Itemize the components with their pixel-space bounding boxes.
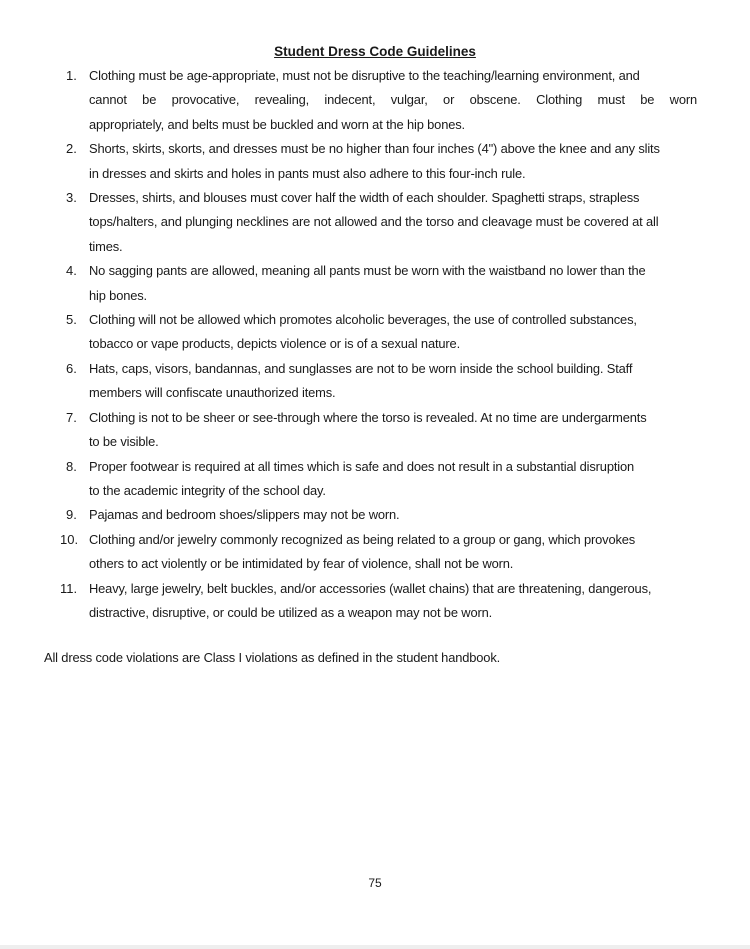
list-item bbox=[0, 64, 750, 137]
list-item-number: 1. bbox=[66, 68, 77, 83]
list-item bbox=[0, 186, 750, 259]
list-item-text-line: to the academic integrity of the school day. bbox=[89, 482, 326, 498]
list-item-text-line: Hats, caps, visors, bandannas, and sunglasses are not to be worn inside the school building. Staff bbox=[89, 360, 633, 376]
list-item-number: 9. bbox=[66, 507, 77, 523]
list-item-text-line: members will confiscate unauthorized items. bbox=[89, 385, 336, 401]
list-item-number: 3. bbox=[66, 190, 77, 206]
list-item-text-line: others to act violently or be intimidated by fear of violence, shall not be worn. bbox=[89, 556, 514, 572]
list-item-text-line: Clothing must be age-appropriate, must not be disruptive to the teaching/learning environment, and bbox=[89, 68, 640, 83]
list-item bbox=[0, 577, 750, 626]
list-item-number: 4. bbox=[66, 263, 77, 279]
list-item bbox=[0, 357, 750, 406]
list-item-text-line: times. bbox=[89, 238, 123, 254]
list-item bbox=[0, 308, 750, 357]
list-item-text-line: Pajamas and bedroom shoes/slippers may not be worn. bbox=[89, 507, 400, 523]
footer-note: All dress code violations are Class I violations as defined in the student handbook. bbox=[44, 650, 501, 665]
list-item-text-line: in dresses and skirts and holes in pants must also adhere to this four-inch rule. bbox=[89, 165, 526, 181]
list-item bbox=[0, 528, 750, 577]
list-item-text-line: Clothing is not to be sheer or see-through where the torso is revealed. At no time are undergarments bbox=[89, 409, 647, 425]
guidelines-list bbox=[0, 64, 750, 625]
list-item-text-line: Proper footwear is required at all times which is safe and does not result in a substantial disruption bbox=[89, 458, 635, 474]
page-title: Student Dress Code Guidelines bbox=[274, 44, 476, 59]
list-item-text-line: appropriately, and belts must be buckled and worn at the hip bones. bbox=[89, 116, 465, 132]
list-item-number: 11. bbox=[60, 580, 78, 596]
list-item bbox=[0, 259, 750, 308]
list-item-text-line: Clothing and/or jewelry commonly recognized as being related to a group or gang, which provokes bbox=[89, 531, 636, 547]
page-number: 75 bbox=[368, 876, 382, 890]
list-item-text-line: tops/halters, and plunging necklines are not allowed and the torso and cleavage must be covered at all bbox=[89, 214, 659, 230]
list-item bbox=[0, 503, 750, 527]
list-item-text-line: distractive, disruptive, or could be utilized as a weapon may not be worn. bbox=[89, 604, 493, 620]
list-item bbox=[0, 137, 750, 186]
list-item-text-line: Dresses, shirts, and blouses must cover half the width of each shoulder. Spaghetti straps, strapless bbox=[89, 190, 640, 206]
list-item-text-line: Shorts, skirts, skorts, and dresses must be no higher than four inches (4") above the knee and any slits bbox=[89, 141, 660, 157]
list-item-number: 8. bbox=[66, 458, 77, 474]
list-item-text-line: No sagging pants are allowed, meaning all pants must be worn with the waistband no lower than the bbox=[89, 263, 646, 279]
list-item bbox=[0, 455, 750, 504]
list-item-number: 7. bbox=[66, 409, 77, 425]
list-item bbox=[0, 406, 750, 455]
page-bottom-edge bbox=[0, 945, 750, 949]
list-item-text-line: Clothing will not be allowed which promotes alcoholic beverages, the use of controlled substances, bbox=[89, 312, 637, 328]
list-item-text-line: hip bones. bbox=[89, 287, 147, 303]
list-item-text-line: cannot be provocative, revealing, indecent, vulgar, or obscene. Clothing must be worn bbox=[89, 92, 697, 108]
list-item-text-line: Heavy, large jewelry, belt buckles, and/or accessories (wallet chains) that are threatening, dangerous, bbox=[89, 580, 652, 596]
list-item-number: 5. bbox=[66, 312, 77, 328]
list-item-number: 2. bbox=[66, 141, 77, 157]
list-item-text-line: tobacco or vape products, depicts violence or is of a sexual nature. bbox=[89, 336, 461, 352]
list-item-number: 6. bbox=[66, 360, 77, 376]
list-item-number: 10. bbox=[60, 531, 79, 547]
list-item-text-line: to be visible. bbox=[89, 434, 159, 450]
